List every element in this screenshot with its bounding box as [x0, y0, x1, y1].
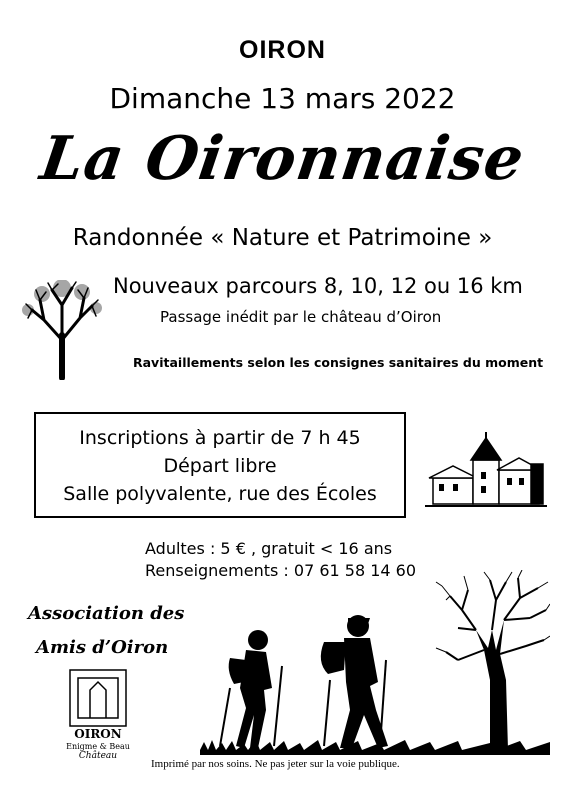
info-location: Salle polyvalente, rue des Écoles [63, 483, 377, 505]
logo-name: OIRON [74, 727, 122, 741]
hikers-illustration [200, 570, 550, 755]
info-box [34, 412, 406, 518]
price-adults: Adultes : 5 € , gratuit < 16 ans [145, 539, 393, 558]
event-date: Dimanche 13 mars 2022 [109, 82, 456, 115]
association-line1: Association des [28, 603, 185, 624]
routes-distances: Nouveaux parcours 8, 10, 12 ou 16 km [113, 274, 523, 298]
association-name [28, 597, 184, 665]
routes-passage: Passage inédit par le château d’Oiron [160, 308, 442, 326]
info-registration: Inscriptions à partir de 7 h 45 [79, 427, 361, 449]
logo-tagline: Enigme & Beau [66, 742, 130, 751]
info-departure: Départ libre [163, 455, 277, 477]
castle-icon [425, 430, 547, 510]
association-logo [40, 660, 180, 760]
town-name: OIRON [239, 36, 326, 64]
logo-tagline2: Château [78, 751, 118, 760]
event-subtitle: Randonnée « Nature et Patrimoine » [72, 225, 493, 251]
association-line2: Amis d’Oiron [36, 637, 169, 658]
routes-supplies: Ravitaillements selon les consignes sanitaires du moment [133, 355, 544, 370]
event-title: La Oironnaise [36, 124, 529, 194]
contact-phone: Renseignements : 07 61 58 14 60 [145, 561, 417, 580]
footer-note: Imprimé par nos soins. Ne pas jeter sur la voie publique. [151, 758, 400, 770]
tree-icon [22, 280, 102, 380]
